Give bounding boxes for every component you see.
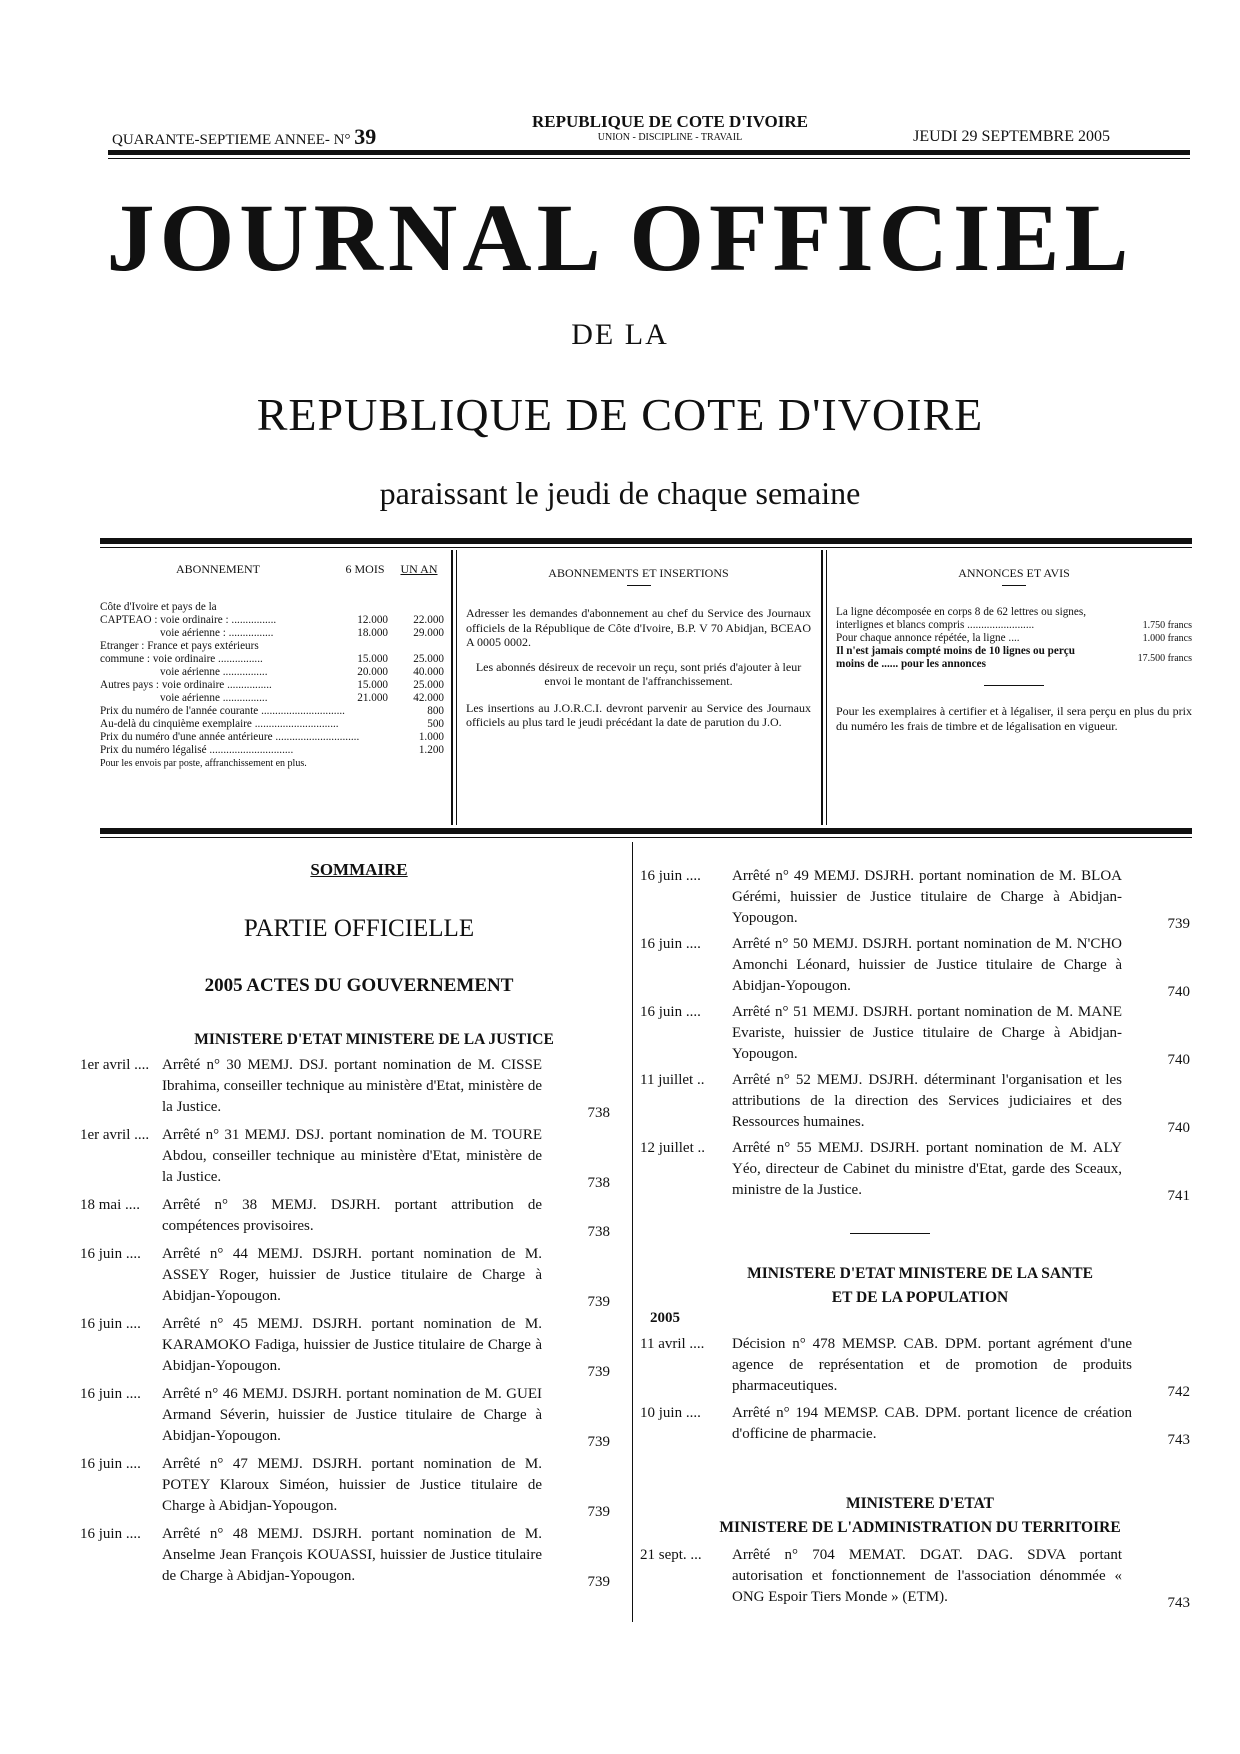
- subscription-row: [100, 640, 444, 653]
- subscription-row-6mois: [336, 640, 388, 653]
- subscription-row-label: Etranger : France et pays extérieurs: [100, 640, 259, 652]
- toc-entry-text: Arrêté n° 49 MEMJ. DSJRH. portant nomination de M. BLOA Gérémi, huissier de Justice titulaire de Charge à Abidjan-Yopougon.: [732, 868, 1122, 926]
- col-abonnement: ABONNEMENT: [176, 562, 260, 576]
- republic-header: [440, 112, 900, 143]
- subscription-row-an: 29.000: [413, 627, 444, 639]
- republic-title: REPUBLIQUE DE COTE D'IVOIRE: [256, 389, 984, 440]
- toc-entry-page: 739: [587, 1574, 610, 1590]
- subscription-row-label: CAPTEAO : voie ordinaire : ................: [100, 614, 277, 626]
- box-divider-2: [821, 550, 823, 825]
- toc-entry-date: 16 juin ....: [640, 868, 701, 884]
- annonces-heading: ANNONCES ET AVIS: [958, 566, 1070, 580]
- subscription-row-label: Autres pays : voie ordinaire ................: [100, 679, 272, 691]
- subscription-row-label: Côte d'Ivoire et pays de la: [100, 601, 217, 613]
- annonces-p: Pour les exemplaires à certifier et à légaliser, il sera perçu en plus du prix du numéro les frais de timbre et de légalisation en vigueur.: [836, 704, 1192, 733]
- toc-entry-date: 16 juin ....: [640, 1004, 701, 1020]
- price-rows: [100, 705, 444, 757]
- box-top-rule: [100, 538, 1192, 544]
- subscription-row-6mois: 15.000: [357, 653, 388, 665]
- toc-entry-text: Arrêté n° 51 MEMJ. DSJRH. portant nomination de M. MANE Evariste, huissier de Justice titulaire de Charge à Abidjan-Yopougon.: [732, 1004, 1122, 1062]
- toc-entry-page: 739: [587, 1434, 610, 1450]
- price-row-label: Prix du numéro légalisé ..............................: [100, 744, 294, 756]
- toc-entry-text: Arrêté n° 31 MEMJ. DSJ. portant nomination de M. TOURE Abdou, conseiller technique au ministère d'Etat, ministère de la Justice.: [162, 1127, 542, 1185]
- toc-entry-text: Arrêté n° 704 MEMAT. DGAT. DAG. SDVA portant autorisation et fonctionnement de l'association dénommée « ONG Espoir Tiers Monde » (ETM).: [732, 1547, 1122, 1605]
- toc-entry-text: Arrêté n° 47 MEMJ. DSJRH. portant nomination de M. POTEY Klaroux Siméon, huissier de Justice titulaire de Charge à Abidjan-Yopougon.: [162, 1456, 542, 1514]
- header-rule: [108, 150, 1190, 155]
- subscription-row-6mois: 18.000: [357, 627, 388, 639]
- price-row-label: Au-delà du cinquième exemplaire ..............................: [100, 718, 339, 730]
- issue-date: JEUDI 29 SEPTEMBRE 2005: [913, 128, 1110, 145]
- subscription-row: [100, 601, 444, 614]
- subscription-row-label: commune : voie ordinaire ................: [100, 653, 263, 665]
- annonce-line-1: La ligne décomposée en corps 8 de 62 lettres ou signes, interlignes et blancs compris ........................ 1.750 francs: [836, 606, 1192, 631]
- subscription-row-an: 40.000: [413, 666, 444, 678]
- insertions-p3: Les insertions au J.O.R.C.I. devront parvenir au Service des Journaux officiels au plus tard le jeudi précédant la date de parution du J.O.: [466, 700, 811, 729]
- toc-entry-date: 1er avril ....: [80, 1127, 150, 1143]
- box-bottom-rule: [100, 828, 1192, 834]
- republic-motto: UNION - DISCIPLINE - TRAVAIL: [597, 132, 743, 143]
- price-row: [100, 744, 444, 757]
- republic-name: REPUBLIQUE DE COTE D'IVOIRE: [532, 112, 808, 131]
- issue-number: 39: [354, 124, 377, 149]
- separator-1: [850, 1233, 930, 1234]
- annonces-section: [836, 566, 1192, 733]
- box-divider-1b: [456, 550, 457, 825]
- toc-entry-text: Arrêté n° 194 MEMSP. CAB. DPM. portant licence de création d'officine de pharmacie.: [732, 1405, 1132, 1442]
- toc-entry-date: 16 juin ....: [640, 936, 701, 952]
- tagline: paraissant le jeudi de chaque semaine: [379, 475, 861, 511]
- toc-entry-page: 743: [1167, 1432, 1190, 1448]
- insertions-heading: ABONNEMENTS ET INSERTIONS: [548, 566, 729, 580]
- toc-entry-page: 743: [1167, 1595, 1190, 1611]
- subscription-row-6mois: 15.000: [357, 679, 388, 691]
- subscription-row-label: voie aérienne ................: [160, 666, 268, 678]
- subscription-row-an: 22.000: [413, 614, 444, 626]
- toc-entry-page: 738: [587, 1224, 610, 1240]
- toc-entry-page: 738: [587, 1175, 610, 1191]
- subscription-row-label: voie aérienne ................: [160, 692, 268, 704]
- col-6mois: 6 MOIS: [345, 562, 385, 576]
- journal-title: JOURNAL OFFICIEL: [106, 184, 1134, 291]
- actes-gouvernement: 2005 ACTES DU GOUVERNEMENT: [204, 975, 514, 996]
- subscription-row-label: voie aérienne : ................: [160, 627, 274, 639]
- toc-entry-text: Arrêté n° 50 MEMJ. DSJRH. portant nomination de M. N'CHO Amonchi Léonard, huissier de Justice titulaire de Charge à Abidjan-Yopougon.: [732, 936, 1122, 994]
- subscription-row-an: 25.000: [413, 679, 444, 691]
- price-row: [100, 731, 444, 744]
- toc-entry-date: 18 mai ....: [80, 1197, 140, 1213]
- price-row-value: 1.200: [418, 744, 444, 756]
- de-la: DE LA: [571, 318, 669, 351]
- price-row: [100, 718, 444, 731]
- toc-entry-page: 742: [1167, 1384, 1190, 1400]
- price-row: [100, 705, 444, 718]
- sommaire-divider: [632, 842, 633, 1622]
- subscription-row: [100, 614, 444, 627]
- subscription-rows: [100, 601, 444, 705]
- price-row-value: 800: [427, 705, 444, 717]
- box-divider-1: [451, 550, 453, 825]
- ministry-justice: MINISTERE D'ETAT MINISTERE DE LA JUSTICE: [194, 1031, 554, 1048]
- year-label: QUARANTE-SEPTIEME ANNEE- N°: [112, 132, 351, 148]
- price-row-value: 500: [427, 718, 444, 730]
- price-row-label: Prix du numéro de l'année courante ..............................: [100, 705, 345, 717]
- year-2005: 2005: [650, 1310, 680, 1326]
- col-un-an: UN AN: [400, 562, 438, 576]
- insertions-p1: Adresser les demandes d'abonnement au chef du Service des Journaux officiels de la République de Côte d'Ivoire, B.P. V 70 Abidjan, BCEAO A 0005 0002.: [466, 606, 811, 649]
- toc-entry-date: 16 juin ....: [80, 1456, 141, 1472]
- box-bottom-rule-thin: [100, 837, 1192, 838]
- subscription-row-an: 25.000: [413, 653, 444, 665]
- partie-officielle: PARTIE OFFICIELLE: [243, 915, 475, 942]
- toc-entry-page: 739: [587, 1294, 610, 1310]
- ministry-sante-1: MINISTERE D'ETAT MINISTERE DE LA SANTE: [747, 1265, 1093, 1282]
- toc-entry-text: Arrêté n° 48 MEMJ. DSJRH. portant nomination de M. Anselme Jean François KOUASSI, huissier de Justice titulaire de Charge à Abidjan-Yopougon.: [162, 1526, 542, 1584]
- toc-entry-page: 738: [587, 1105, 610, 1121]
- toc-entry-page: 740: [1167, 984, 1190, 1000]
- insertions-p2: Les abonnés désireux de recevoir un reçu, sont priés d'ajouter à leur envoi le montant de l'affranchissement.: [475, 659, 802, 688]
- ministry-admin-1: MINISTERE D'ETAT: [846, 1495, 994, 1512]
- ministry-admin-2: MINISTERE DE L'ADMINISTRATION DU TERRITOIRE: [719, 1519, 1121, 1536]
- toc-entry-page: 739: [587, 1364, 610, 1380]
- toc-entry-date: 11 avril ....: [640, 1336, 705, 1352]
- subscription-row-6mois: 20.000: [357, 666, 388, 678]
- subscription-row-an: [388, 601, 444, 614]
- box-divider-2b: [826, 550, 827, 825]
- price-row-value: 1.000: [418, 731, 444, 743]
- toc-entry-date: 11 juillet ..: [640, 1072, 705, 1088]
- toc-entry-text: Arrêté n° 44 MEMJ. DSJRH. portant nomination de M. ASSEY Roger, huissier de Justice titulaire de Charge à Abidjan-Yopougon.: [162, 1246, 542, 1304]
- toc-entry-date: 10 juin ....: [640, 1405, 701, 1421]
- subscription-row-6mois: [336, 601, 388, 614]
- subscription-row-an: 42.000: [413, 692, 444, 704]
- toc-entry-date: 16 juin ....: [80, 1386, 141, 1402]
- subscription-table: [100, 562, 444, 770]
- toc-entry-text: Arrêté n° 52 MEMJ. DSJRH. déterminant l'organisation et les attributions de la direction des Services judiciaires et des Ressources humaines.: [732, 1072, 1122, 1130]
- price-row-label: Prix du numéro d'une année antérieure ..............................: [100, 731, 360, 743]
- toc-entry-page: 739: [1167, 916, 1190, 932]
- subscription-row: [100, 666, 444, 679]
- toc-entry-date: 21 sept. ...: [640, 1547, 702, 1563]
- toc-entry-date: 12 juillet ..: [640, 1140, 705, 1156]
- annonce-line-2: Pour chaque annonce répétée, la ligne .... 1.000 francs: [836, 632, 1192, 644]
- toc-entry-date: 1er avril ....: [80, 1057, 150, 1073]
- toc-entry-date: 16 juin ....: [80, 1316, 141, 1332]
- toc-entry-text: Arrêté n° 45 MEMJ. DSJRH. portant nomination de M. KARAMOKO Fadiga, huissier de Justice titulaire de Charge à Abidjan-Yopougon.: [162, 1316, 542, 1374]
- toc-entry-text: Arrêté n° 38 MEMJ. DSJRH. portant attribution de compétences provisoires.: [162, 1197, 542, 1234]
- toc-entry-date: 16 juin ....: [80, 1246, 141, 1262]
- toc-entry-text: Arrêté n° 30 MEMJ. DSJ. portant nomination de M. CISSE Ibrahima, conseiller technique au ministère d'Etat, ministère de la Justice.: [162, 1057, 542, 1115]
- sommaire-heading: SOMMAIRE: [310, 860, 408, 879]
- subscription-row-an: [388, 640, 444, 653]
- subscription-row-6mois: 21.000: [357, 692, 388, 704]
- toc-entry-text: Décision n° 478 MEMSP. CAB. DPM. portant agrément d'une agence de représentation et de promotion de produits pharmaceutiques.: [732, 1336, 1132, 1394]
- box-top-rule-thin: [100, 547, 1192, 548]
- subscription-row: [100, 627, 444, 640]
- postage-note: Pour les envois par poste, affranchissement en plus.: [100, 758, 307, 769]
- toc-entry-text: Arrêté n° 46 MEMJ. DSJRH. portant nomination de M. GUEI Armand Séverin, huissier de Justice titulaire de Charge à Abidjan-Yopougon.: [162, 1386, 542, 1444]
- toc-entry-page: 739: [587, 1504, 610, 1520]
- subscription-row: [100, 653, 444, 666]
- header-rule-thin: [108, 158, 1190, 159]
- toc-entry-page: 741: [1167, 1188, 1190, 1204]
- issue-label: [112, 124, 376, 150]
- toc-entry-page: 740: [1167, 1120, 1190, 1136]
- insertions-section: [466, 566, 811, 730]
- toc-entry-text: Arrêté n° 55 MEMJ. DSJRH. portant nomination de M. ALY Yéo, directeur de Cabinet du ministre d'Etat, garde des Sceaux, ministre de la Justice.: [732, 1140, 1122, 1198]
- toc-entry-page: 740: [1167, 1052, 1190, 1068]
- subscription-row-6mois: 12.000: [357, 614, 388, 626]
- subscription-row: [100, 679, 444, 692]
- ministry-sante-2: ET DE LA POPULATION: [831, 1289, 1009, 1306]
- subscription-row: [100, 692, 444, 705]
- toc-entry-date: 16 juin ....: [80, 1526, 141, 1542]
- annonce-line-3: Il n'est jamais compté moins de 10 lignes ou perçu moins de ...... pour les annonces 17.500 francs: [836, 645, 1192, 670]
